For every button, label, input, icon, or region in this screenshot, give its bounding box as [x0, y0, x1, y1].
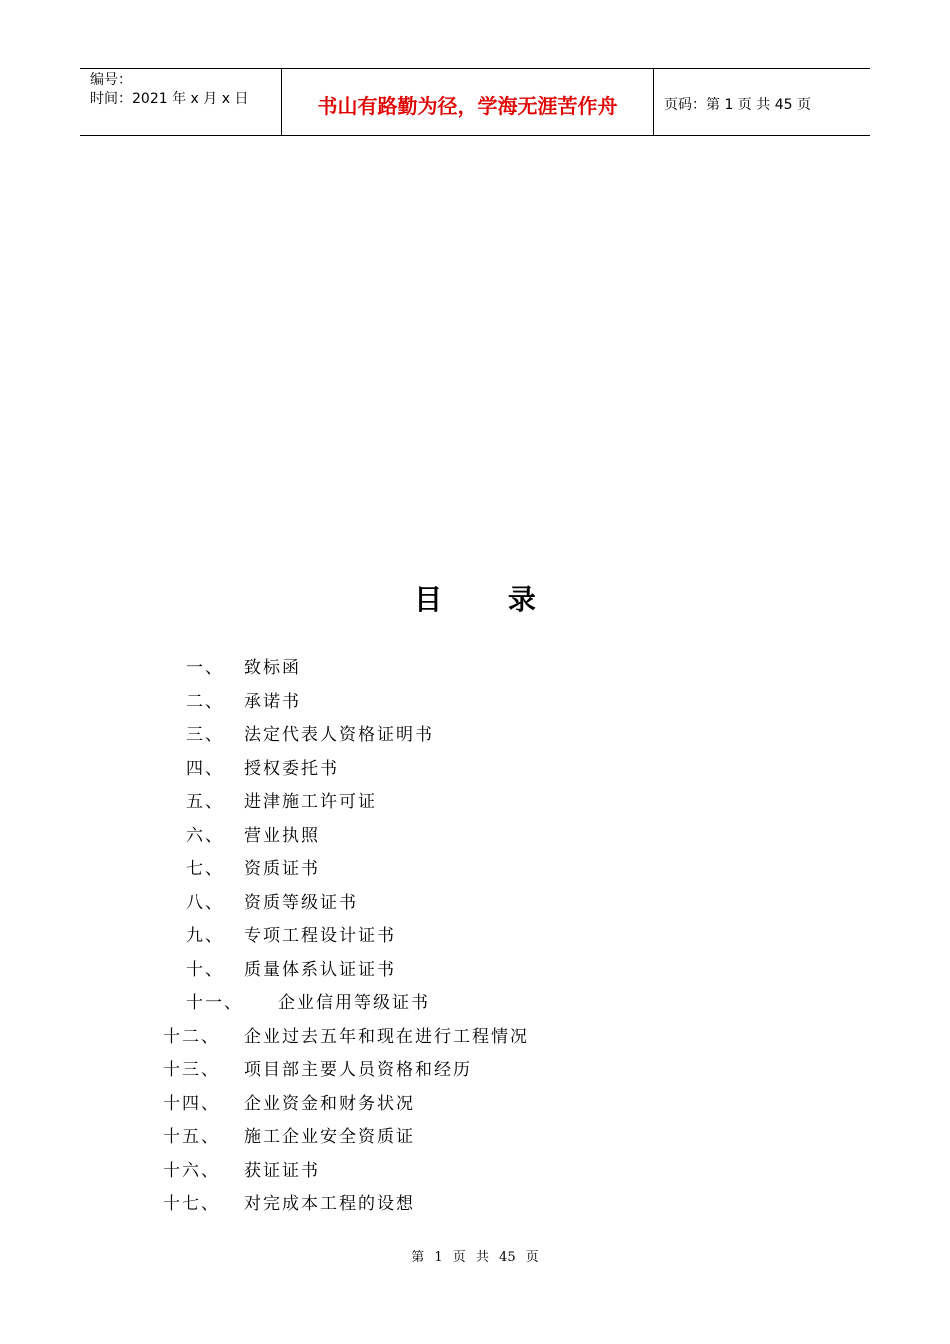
header-page-info: 页码：第 1 页 共 45 页 [664, 96, 811, 113]
date-label: 时间：2021 年 x 月 x 日 [90, 91, 249, 107]
toc-item-number: 十六、 [163, 1160, 220, 1181]
toc-item-number: 五、 [186, 792, 224, 812]
header-meta-cell [80, 69, 281, 135]
toc-item [0, 923, 950, 949]
toc-item-number: 七、 [186, 859, 224, 879]
toc-item-text: 专项工程设计证书 [244, 926, 396, 946]
toc-item-number: 四、 [186, 758, 224, 779]
toc-item [0, 856, 950, 882]
toc-item [0, 890, 950, 916]
toc-item [0, 655, 950, 681]
toc-item [0, 823, 950, 849]
toc-item-number: 十一、 [186, 993, 243, 1013]
header-motto: 书山有路勤为径，学海无涯苦作舟 [281, 69, 654, 135]
toc-item-number: 二、 [186, 691, 224, 712]
toc-item-number: 一、 [186, 658, 224, 678]
toc-item-text: 企业过去五年和现在进行工程情况 [244, 1026, 529, 1047]
toc-item-number: 九、 [186, 926, 224, 946]
toc-title: 目 录 [414, 583, 564, 616]
toc-item-text: 施工企业安全资质证 [244, 1127, 415, 1147]
toc-item-number: 六、 [186, 825, 224, 846]
toc-item-number: 三、 [186, 725, 224, 745]
toc-item-number: 十三、 [163, 1060, 220, 1080]
toc-item-text: 进津施工许可证 [244, 792, 377, 812]
toc-item [0, 689, 950, 715]
page-footer: 第 1 页 共 45 页 [411, 1250, 539, 1265]
toc-item-text: 资质等级证书 [244, 892, 358, 913]
toc-item-number: 八、 [186, 892, 224, 913]
toc-item [0, 1191, 950, 1217]
toc-item-text: 对完成本工程的设想 [244, 1194, 415, 1214]
toc-item-text: 法定代表人资格证明书 [244, 725, 434, 745]
toc-item-number: 十五、 [163, 1127, 220, 1147]
document-header [80, 68, 870, 136]
toc-item [0, 1091, 950, 1117]
toc-item-number: 十二、 [163, 1026, 220, 1047]
toc-item [0, 1024, 950, 1050]
toc-item [0, 990, 950, 1016]
toc-item-text: 企业信用等级证书 [278, 993, 430, 1013]
toc-item-number: 十七、 [163, 1194, 220, 1214]
toc-item-text: 项目部主要人员资格和经历 [244, 1060, 472, 1080]
toc-item [0, 722, 950, 748]
toc-item-number: 十四、 [163, 1093, 220, 1114]
serial-number-label: 编号： [90, 72, 132, 88]
toc-item [0, 1057, 950, 1083]
toc-item-text: 授权委托书 [244, 758, 339, 779]
toc-item [0, 1124, 950, 1150]
toc-item-text: 营业执照 [244, 825, 320, 846]
toc-item [0, 1158, 950, 1184]
toc-item [0, 789, 950, 815]
toc-item-number: 十、 [186, 959, 224, 980]
toc-item-text: 获证证书 [244, 1160, 320, 1181]
toc-item [0, 756, 950, 782]
toc-item-text: 企业资金和财务状况 [244, 1093, 415, 1114]
toc-item-text: 致标函 [244, 658, 301, 678]
toc-item-text: 资质证书 [244, 859, 320, 879]
toc-item-text: 承诺书 [244, 691, 301, 712]
toc-item-text: 质量体系认证证书 [244, 959, 396, 980]
toc-item [0, 957, 950, 983]
